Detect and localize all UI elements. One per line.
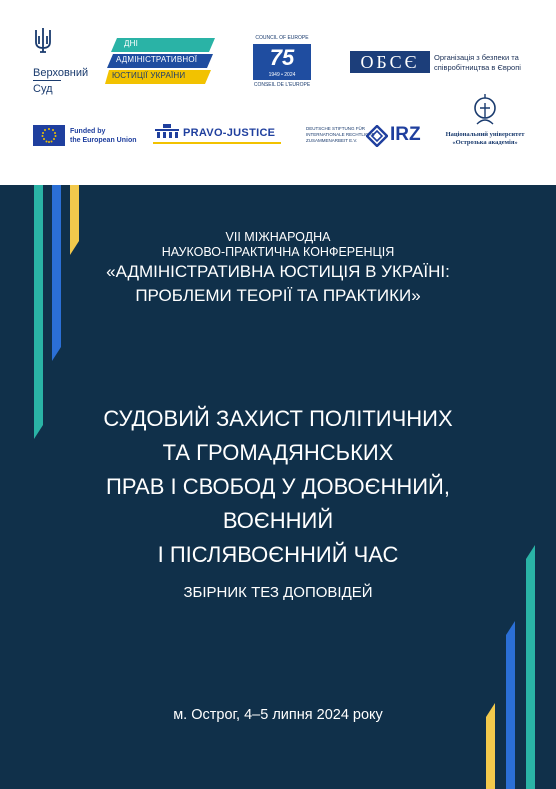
osce-line2: співробітництва в Європі <box>434 63 521 72</box>
academy-emblem-icon <box>470 94 500 130</box>
irz-diamond-icon <box>366 125 388 147</box>
eu-text <box>70 127 137 145</box>
place-date: м. Острог, 4–5 липня 2024 року <box>173 707 383 723</box>
admin-justice-days-line2: АДМІНІСТРАТИВНОЇ <box>116 55 198 64</box>
title-line1: СУДОВИЙ ЗАХИСТ ПОЛІТИЧНИХ <box>103 406 453 431</box>
logo-header <box>0 0 556 185</box>
coe-top-text: COUNCIL OF EUROPE <box>255 35 309 41</box>
conference-heading <box>80 230 476 308</box>
main-title <box>60 402 496 572</box>
trident-icon <box>33 26 53 56</box>
ostroh-academy-line2: «Острозька академія» <box>452 139 518 146</box>
title-line2: ТА ГРОМАДЯНСЬКИХ <box>162 440 394 465</box>
coe-bottom-text: CONSEIL DE L'EUROPE <box>253 82 311 88</box>
eu-flag-icon <box>33 125 65 146</box>
admin-justice-days-line1: ДНІ <box>124 39 139 48</box>
coe-number: 75 <box>269 45 295 70</box>
supreme-court-line1: Верховний <box>33 67 89 79</box>
pravo-justice-text: PRAVO-JUSTICE <box>183 127 276 139</box>
irz-small-text <box>306 126 375 144</box>
admin-justice-days-line3: ЮСТИЦІЇ УКРАЇНИ <box>112 71 186 80</box>
coe-years: 1949 • 2024 <box>268 72 296 78</box>
supreme-court-line2: Суд <box>33 83 53 95</box>
osce-text <box>434 53 521 73</box>
conference-line2: НАУКОВО-ПРАКТИЧНА КОНФЕРЕНЦІЯ <box>161 245 395 259</box>
osce-line1: Організація з безпеки та <box>434 53 519 62</box>
ostroh-academy-line1: Національний університет <box>445 131 525 138</box>
conference-line4: ПРОБЛЕМИ ТЕОРІЇ ТА ПРАКТИКИ» <box>135 286 421 305</box>
irz-text: IRZ <box>390 124 421 145</box>
eu-line1: Funded by <box>70 128 106 135</box>
supreme-court-divider <box>33 80 61 81</box>
conference-line1: VII МІЖНАРОДНА <box>225 230 331 244</box>
eu-line2: the European Union <box>70 137 137 144</box>
supreme-court-label <box>33 66 88 80</box>
conference-line3: «АДМІНІСТРАТИВНА ЮСТИЦІЯ В УКРАЇНІ: <box>106 262 450 281</box>
pravo-justice-underline <box>153 142 281 144</box>
irz-small-line2: INTERNATIONALE RECHTLICHE <box>306 132 375 137</box>
title-line4: ВОЄННИЙ <box>222 508 334 533</box>
subtitle: ЗБІРНИК ТЕЗ ДОПОВІДЕЙ <box>183 584 373 601</box>
columns-icon <box>154 124 180 140</box>
osce-letters: ОБСЄ <box>360 52 420 72</box>
title-line3: ПРАВ І СВОБОД У ДОВОЄННИЙ, <box>106 474 450 499</box>
irz-small-line3: ZUSAMMENARBEIT E.V. <box>306 138 358 143</box>
title-line5: І ПІСЛЯВОЄННИЙ ЧАС <box>157 542 399 567</box>
ostroh-academy-text <box>436 131 534 147</box>
right-stripes-decoration <box>470 545 556 789</box>
irz-small-line1: DEUTSCHE STIFTUNG FÜR <box>306 126 365 131</box>
